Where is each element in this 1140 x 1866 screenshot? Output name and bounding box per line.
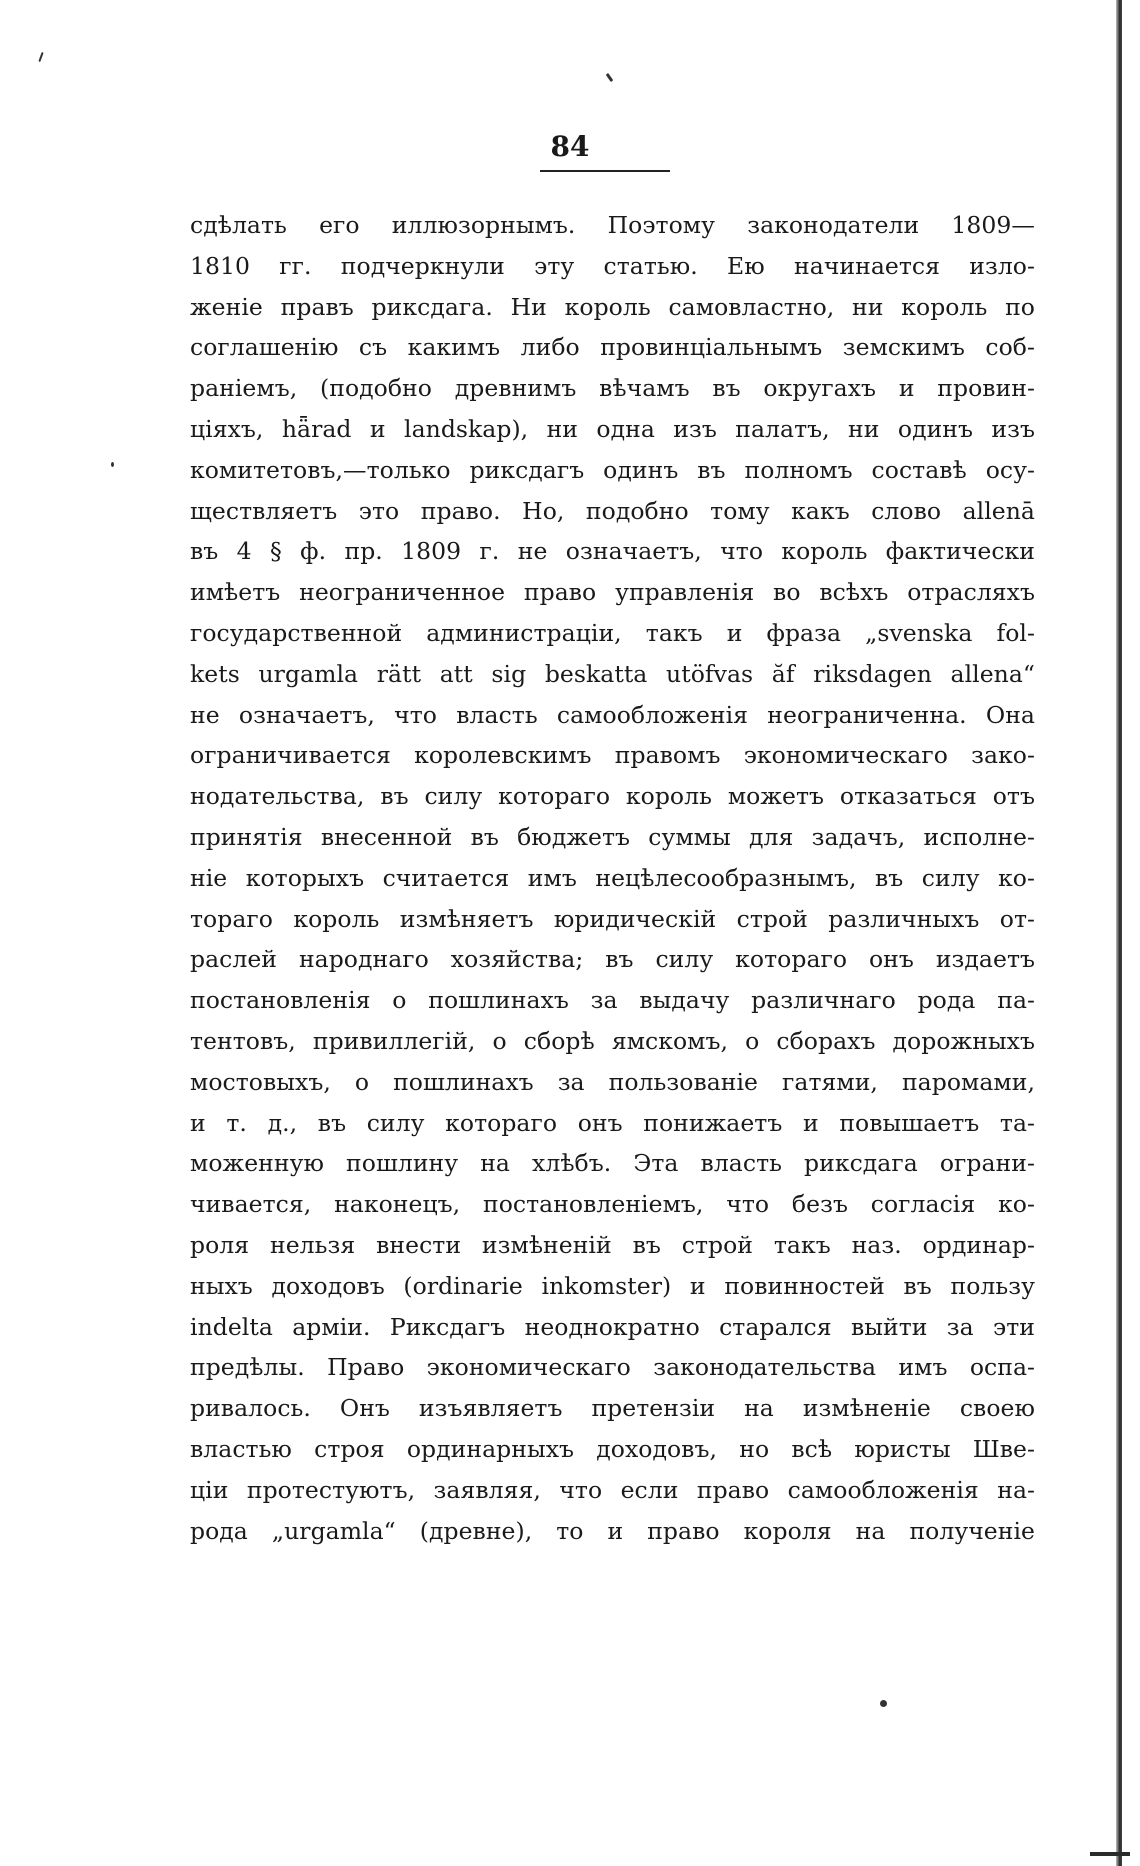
text-line: ціяхъ, hǟrad и landskap), ни одна изъ палатъ, ни одинъ изъ: [190, 414, 1035, 443]
text-line: не означаетъ, что власть самообложенія неограниченна. Она: [190, 700, 1035, 729]
text-line: мостовыхъ, о пошлинахъ за пользованіе гатями, паромами,: [190, 1067, 1035, 1096]
scan-speck: [38, 52, 43, 62]
text-line: ныхъ доходовъ (ordinarie inkomster) и повинностей въ пользу: [190, 1271, 1035, 1300]
page-number-rule: [540, 170, 670, 172]
text-line: 1810 гг. подчеркнули эту статью. Ею начинается изло-: [190, 251, 1035, 280]
page-edge-shadow: [1116, 0, 1122, 1866]
text-line: властью строя ординарныхъ доходовъ, но всѣ юристы Шве-: [190, 1434, 1035, 1463]
text-line: соглашенію съ какимъ либо провинціальнымъ земскимъ соб-: [190, 333, 1035, 362]
text-line: постановленія о пошлинахъ за выдачу различнаго рода па-: [190, 986, 1035, 1015]
text-line: роля нельзя внести измѣненій въ строй такъ наз. ординар-: [190, 1230, 1035, 1259]
scan-speck: [606, 73, 614, 82]
text-line: рода „urgamla“ (древне), то и право короля на полученіе: [190, 1516, 1035, 1545]
body-text: [190, 205, 1035, 1551]
page-number: 84: [550, 130, 590, 163]
text-line: раслей народнаго хозяйства; въ силу котораго онъ издаетъ: [190, 945, 1035, 974]
text-line: indelta арміи. Риксдагъ неоднократно старался выйти за эти: [190, 1312, 1035, 1341]
text-line: kets urgamla rätt att sig beskatta utöfvas ăf riksdagen allena“: [190, 659, 1035, 688]
text-line: нодательства, въ силу котораго король можетъ отказаться отъ: [190, 782, 1035, 811]
text-line: ограничивается королевскимъ правомъ экономическаго зако-: [190, 741, 1035, 770]
text-line: тентовъ, привиллегій, о сборѣ ямскомъ, о сборахъ дорожныхъ: [190, 1026, 1035, 1055]
text-line: государственной администраціи, такъ и фраза „svenska fol-: [190, 618, 1035, 647]
text-line: раніемъ, (подобно древнимъ вѣчамъ въ округахъ и провин-: [190, 374, 1035, 403]
text-line: и т. д., въ силу котораго онъ понижаетъ и повышаетъ та-: [190, 1108, 1035, 1137]
scan-speck: [111, 462, 114, 467]
text-line: принятія внесенной въ бюджетъ суммы для задачъ, исполне-: [190, 822, 1035, 851]
text-line: предѣлы. Право экономическаго законодательства имъ оспа-: [190, 1353, 1035, 1382]
text-line: ніе которыхъ считается имъ нецѣлесообразнымъ, въ силу ко-: [190, 863, 1035, 892]
text-line: ціи протестуютъ, заявляя, что если право самообложенія на-: [190, 1475, 1035, 1504]
scan-speck: [880, 1700, 887, 1707]
text-line: ривалось. Онъ изъявляетъ претензіи на измѣненіе своею: [190, 1394, 1035, 1423]
text-line: комитетовъ,—только риксдагъ одинъ въ полномъ составѣ осу-: [190, 455, 1035, 484]
text-line: имѣетъ неограниченное право управленія во всѣхъ отрасляхъ: [190, 578, 1035, 607]
text-line: ществляетъ это право. Но, подобно тому какъ слово allenā: [190, 496, 1035, 525]
text-line: въ 4 § ф. пр. 1809 г. не означаетъ, что король фактически: [190, 537, 1035, 566]
text-line: чивается, наконецъ, постановленіемъ, что безъ согласія ко-: [190, 1190, 1035, 1219]
page-corner-mark: [1090, 1852, 1130, 1856]
text-line: сдѣлать его иллюзорнымъ. Поэтому законодатели 1809—: [190, 211, 1035, 239]
text-line: тораго король измѣняетъ юридическій строй различныхъ от-: [190, 904, 1035, 933]
text-line: моженную пошлину на хлѣбъ. Эта власть риксдага ограни-: [190, 1149, 1035, 1178]
text-line: женіе правъ риксдага. Ни король самовластно, ни король по: [190, 292, 1035, 321]
